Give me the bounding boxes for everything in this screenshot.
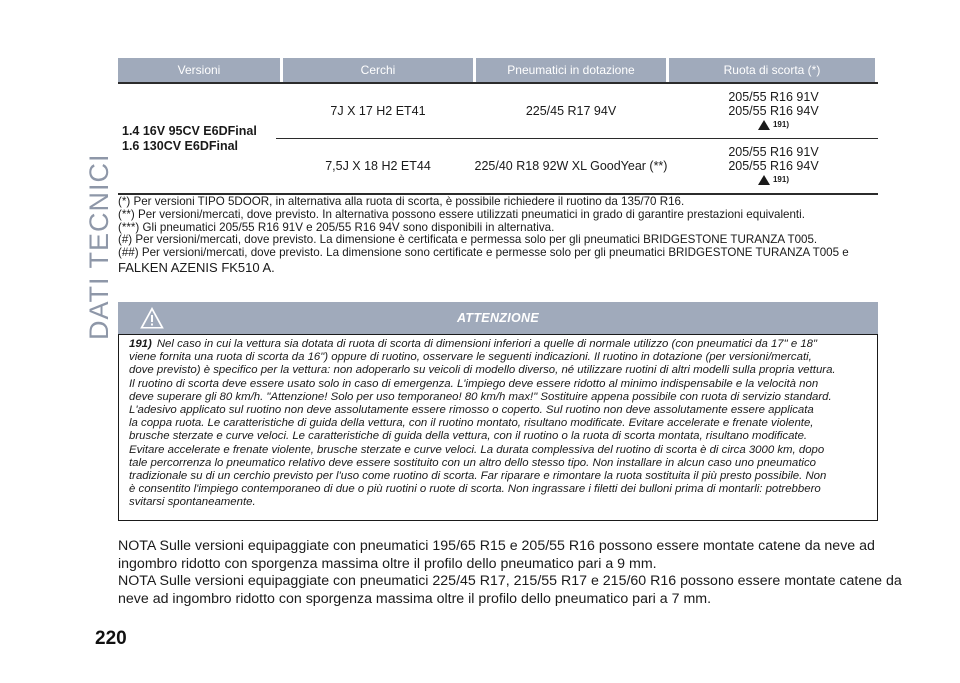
- footnote: (*) Per versioni TIPO 5DOOR, in alternativa alla ruota di scorta, è possibile richiedere il ruotino da 135/70 R16.: [118, 195, 685, 208]
- note-line: NOTA Sulle versioni equipaggiate con pneumatici 225/45 R17, 215/55 R17 e 215/60 R16 possono essere montate catene da: [118, 573, 902, 589]
- footnote: (##) Per versioni/mercati, dove previsto. La dimensione sono certificate e permesse solo per gli pneumatici BRIDGESTONE TURANZA T005 e: [118, 246, 849, 260]
- row-divider: [276, 138, 878, 139]
- warning-reference: 191): [758, 118, 789, 132]
- warning-title: ATTENZIONE: [457, 311, 539, 325]
- page-number: 220: [95, 628, 127, 649]
- header-versioni: Versioni: [118, 58, 280, 82]
- table-header: [118, 58, 878, 82]
- rim-cell: 7J X 17 H2 ET41: [330, 104, 426, 118]
- footnote: (#) Per versioni/mercati, dove previsto. La dimensione è certificata e permessa solo per gli pneumatici BRIDGESTONE TURANZA T005.: [118, 233, 818, 247]
- tyre-cell: 225/45 R17 94V: [525, 104, 617, 118]
- spare-cell: [669, 145, 878, 188]
- note-line: ingombro ridotto con sporgenza massima oltre il profilo dello pneumatico pari a 9 mm.: [118, 555, 657, 572]
- table-header-rule: [118, 82, 878, 84]
- warning-line: svitarsi spontaneamente.: [129, 496, 256, 509]
- warning-line: Nel caso in cui la vettura sia dotata di ruota di scorta di dimensioni inferiori a quelle di normale utilizzo (con pneumatici da 17" e 18": [156, 338, 818, 350]
- section-side-title: [84, 153, 114, 340]
- spare-size: 205/55 R16 91V: [728, 90, 819, 104]
- spec-table: [118, 58, 878, 82]
- footnotes: [118, 196, 888, 276]
- warning-line: Evitare accelerate e frenate violente, brusche sterzate e curve veloci. La durata complessiva del ruotino di scorta è di circa 3000 km, dopo: [129, 443, 825, 456]
- footnote: (***) Gli pneumatici 205/55 R16 91V e 205/55 R16 94V sono disponibili in alternativa.: [118, 220, 555, 234]
- warning-line: la coppa ruota. Le caratteristiche di guida della vettura, con il ruotino montato, risultano modificate. Evitare accelerate e frenate violente,: [129, 417, 814, 430]
- spare-size: 205/55 R16 94V: [728, 159, 819, 173]
- version-cell: [122, 124, 257, 154]
- spare-size: 205/55 R16 91V: [728, 145, 819, 159]
- spare-cell: [669, 90, 878, 133]
- warning-triangle-icon: [758, 120, 770, 130]
- warning-line: viene fornita una ruota di scorta da 16") oppure di ruotino, osservare le seguenti indicazioni. Il ruotino in dotazione (per versioni/mercati,: [129, 351, 812, 364]
- note-line: neve ad ingombro ridotto con sporgenza massima oltre il profilo dello pneumatico pari a 7 mm.: [118, 590, 712, 607]
- warning-line: è consentito l'impiego contemporaneo di due o più ruotini o ruote di scorta. Non ingrassare i filetti dei bulloni prima di montarli: potrebbero: [129, 483, 821, 496]
- footnote: (**) Per versioni/mercati, dove previsto. In alternativa possono essere utilizzati pneumatici in grado di garantire prestazioni equivalenti.: [118, 207, 805, 221]
- warning-reference: 191): [758, 173, 789, 187]
- warning-line: tradizionale su di un cerchio previsto per l'uso come ruotino di scorta. Far riparare e rimontare la ruota sostituita il più presto possibile. Non: [129, 470, 827, 483]
- header-ruota-scorta: Ruota di scorta (*): [669, 58, 875, 82]
- warning-line: Il ruotino di scorta deve essere usato solo in caso di emergenza. L'impiego deve essere ridotto al minimo indispensabile e la velocità non: [129, 377, 819, 390]
- header-pneumatici: Pneumatici in dotazione: [476, 58, 666, 82]
- header-cerchi: Cerchi: [283, 58, 473, 82]
- version-name: 1.6 130CV E6DFinal: [122, 139, 239, 153]
- rim-cell: 7,5J X 18 H2 ET44: [325, 159, 431, 173]
- footnote: FALKEN AZENIS FK510 A.: [118, 259, 275, 275]
- warning-triangle-icon: [758, 175, 770, 185]
- warning-line: tale percorrenza lo pneumatico relativo deve essere sostituito con un altro dello stesso tipo. Non installare in alcun caso uno pneumatico: [129, 456, 816, 469]
- warning-number: 191): [129, 338, 152, 350]
- spare-size: 205/55 R16 94V: [728, 104, 819, 118]
- warning-body: [118, 334, 878, 521]
- warning-header: [118, 302, 878, 334]
- warning-line: brusche sterzate e curve veloci. Le caratteristiche di guida della vettura, con il ruotino o la ruota di scorta montata, risultano modificate.: [129, 430, 808, 443]
- warning-line: L'adesivo applicato sul ruotino non deve assolutamente essere rimosso o coperto. Sul ruotino non deve assolutamente essere applicata: [129, 404, 814, 417]
- warning-line: dove previsto) è specifico per la vettura: non adoperarlo su veicoli di modello diverso, né utilizzare ruotini di altri modelli sulla propria vettura.: [129, 364, 836, 377]
- section-title-text: DATI TECNICI: [84, 153, 114, 340]
- note-line: NOTA Sulle versioni equipaggiate con pneumatici 195/65 R15 e 205/55 R16 possono essere montate catene da neve ad: [118, 538, 875, 554]
- tyre-cell: 225/40 R18 92W XL GoodYear (**): [474, 159, 668, 173]
- version-name: 1.4 16V 95CV E6DFinal: [122, 124, 257, 138]
- warning-line: deve superare gli 80 km/h. "Attenzione! Solo per uso temporaneo! 80 km/h max!" Sostituire appena possibile con ruota di servizio standard.: [129, 390, 832, 403]
- notes-block: [118, 538, 902, 608]
